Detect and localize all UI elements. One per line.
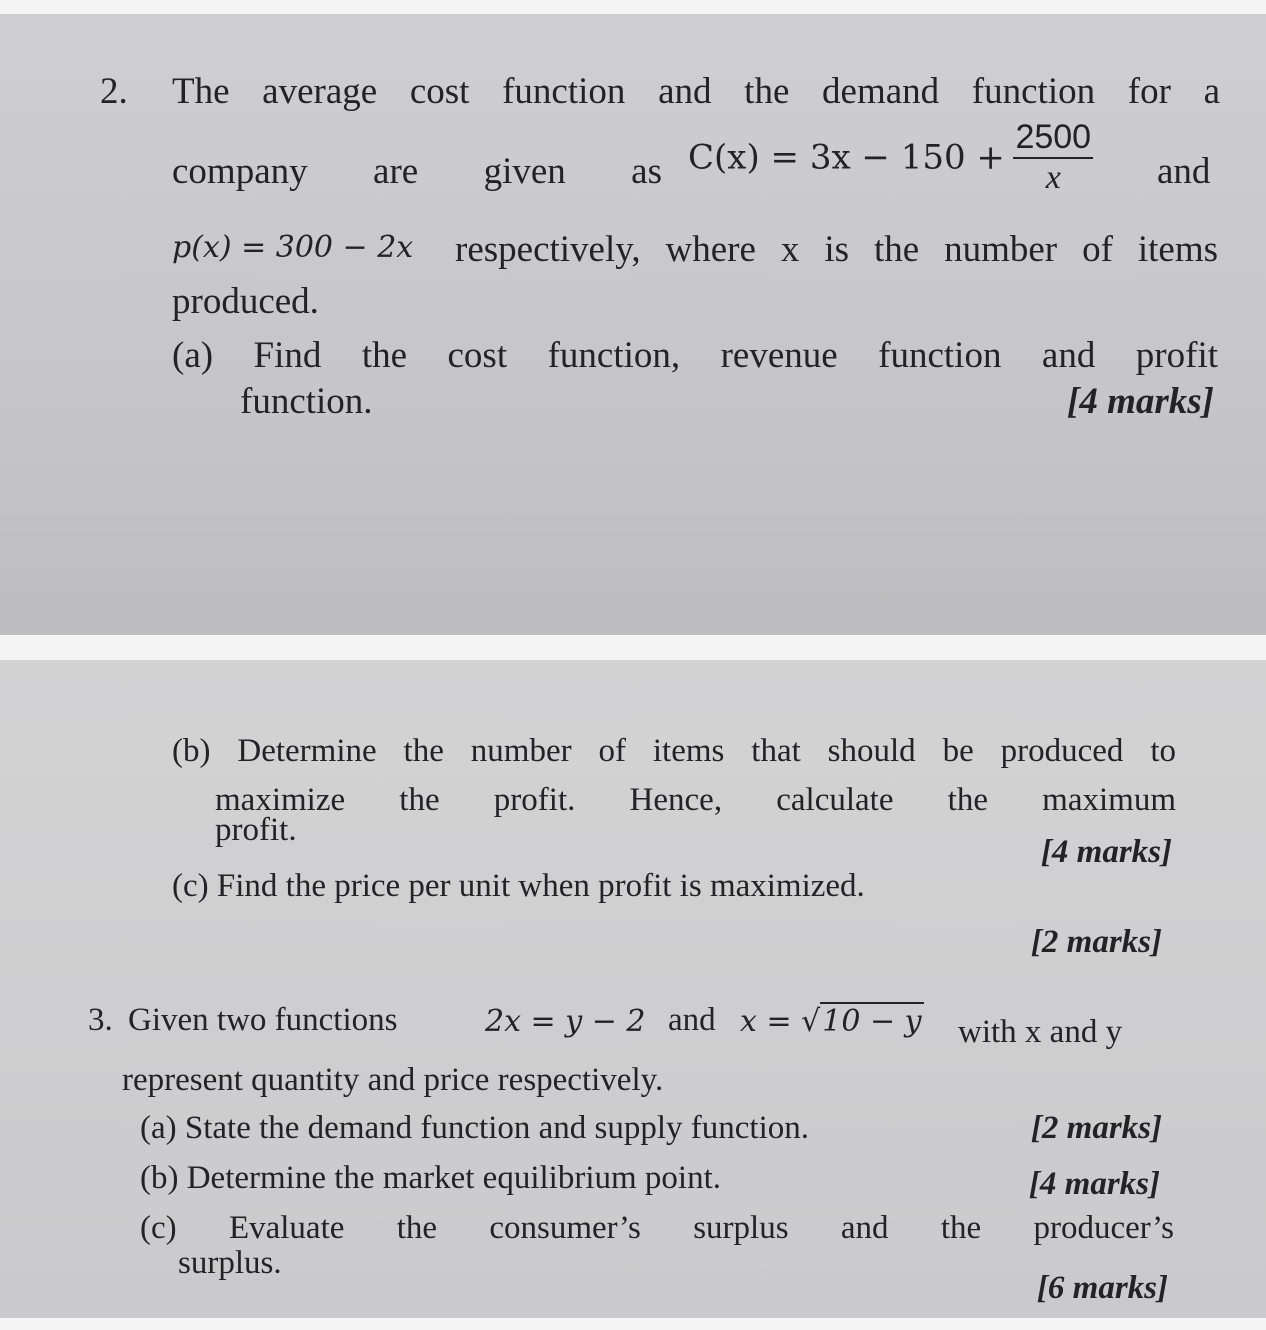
q2-number: 2. bbox=[100, 71, 128, 112]
equation-1: 2x = y − 2 bbox=[485, 1004, 646, 1039]
sqrt-icon: √ bbox=[801, 1004, 821, 1039]
q2b-line3: profit. bbox=[215, 812, 297, 848]
q2c-line1: (c) Find the price per unit when profit is maximized. bbox=[172, 868, 865, 904]
q3b-marks: [4 marks] bbox=[1028, 1166, 1160, 1202]
q3b-text: (b) Determine the market equilibrium point. bbox=[140, 1160, 721, 1196]
q3-line2: represent quantity and price respectively. bbox=[122, 1062, 664, 1098]
q2b-marks: [4 marks] bbox=[1040, 834, 1172, 870]
q2c-marks: [2 marks] bbox=[1030, 924, 1162, 960]
average-cost-numerator: 2500 bbox=[1013, 118, 1093, 159]
q2a-line1: (a) Find the cost function, revenue function and profit bbox=[172, 335, 1218, 376]
q2-line1: The average cost function and the demand function for a bbox=[172, 71, 1220, 112]
average-cost-lhs: C(x) = 3x − 150 + bbox=[688, 137, 1005, 178]
q2a-line2: function. bbox=[240, 381, 373, 422]
q2a-marks: [4 marks] bbox=[1067, 381, 1214, 422]
q3c-line1: (c) Evaluate the consumer’s surplus and the producer’s bbox=[140, 1210, 1174, 1246]
q2-line4: produced. bbox=[172, 281, 319, 322]
q3-line1-c: with x and y bbox=[958, 1014, 1123, 1050]
average-cost-formula bbox=[688, 118, 1093, 197]
q2b-line2: maximize the profit. Hence, calculate the maximum bbox=[215, 782, 1176, 818]
q2-line3-text: respectively, where x is the number of items bbox=[455, 229, 1218, 270]
q2b-line1: (b) Determine the number of items that should be produced to bbox=[172, 733, 1176, 769]
q3a-marks: [2 marks] bbox=[1030, 1110, 1162, 1146]
equation-2 bbox=[740, 1004, 924, 1039]
q2-line2-end: and bbox=[1157, 151, 1211, 192]
q3-line1-b: and bbox=[668, 1002, 716, 1038]
q3a-text: (a) State the demand function and supply function. bbox=[140, 1110, 809, 1146]
equation-2-lhs: x = bbox=[740, 1004, 792, 1039]
q3-line1-a: Given two functions bbox=[128, 1002, 398, 1038]
demand-function: p(x) = 300 − 2x bbox=[172, 230, 414, 265]
equation-2-radicand: 10 − y bbox=[822, 1004, 922, 1039]
q3-number: 3. bbox=[88, 1002, 113, 1038]
average-cost-denominator: x bbox=[1045, 159, 1061, 196]
q3c-marks: [6 marks] bbox=[1036, 1270, 1168, 1306]
q3c-line2: surplus. bbox=[178, 1245, 282, 1281]
q2-line2-text: company are given as bbox=[172, 151, 662, 192]
